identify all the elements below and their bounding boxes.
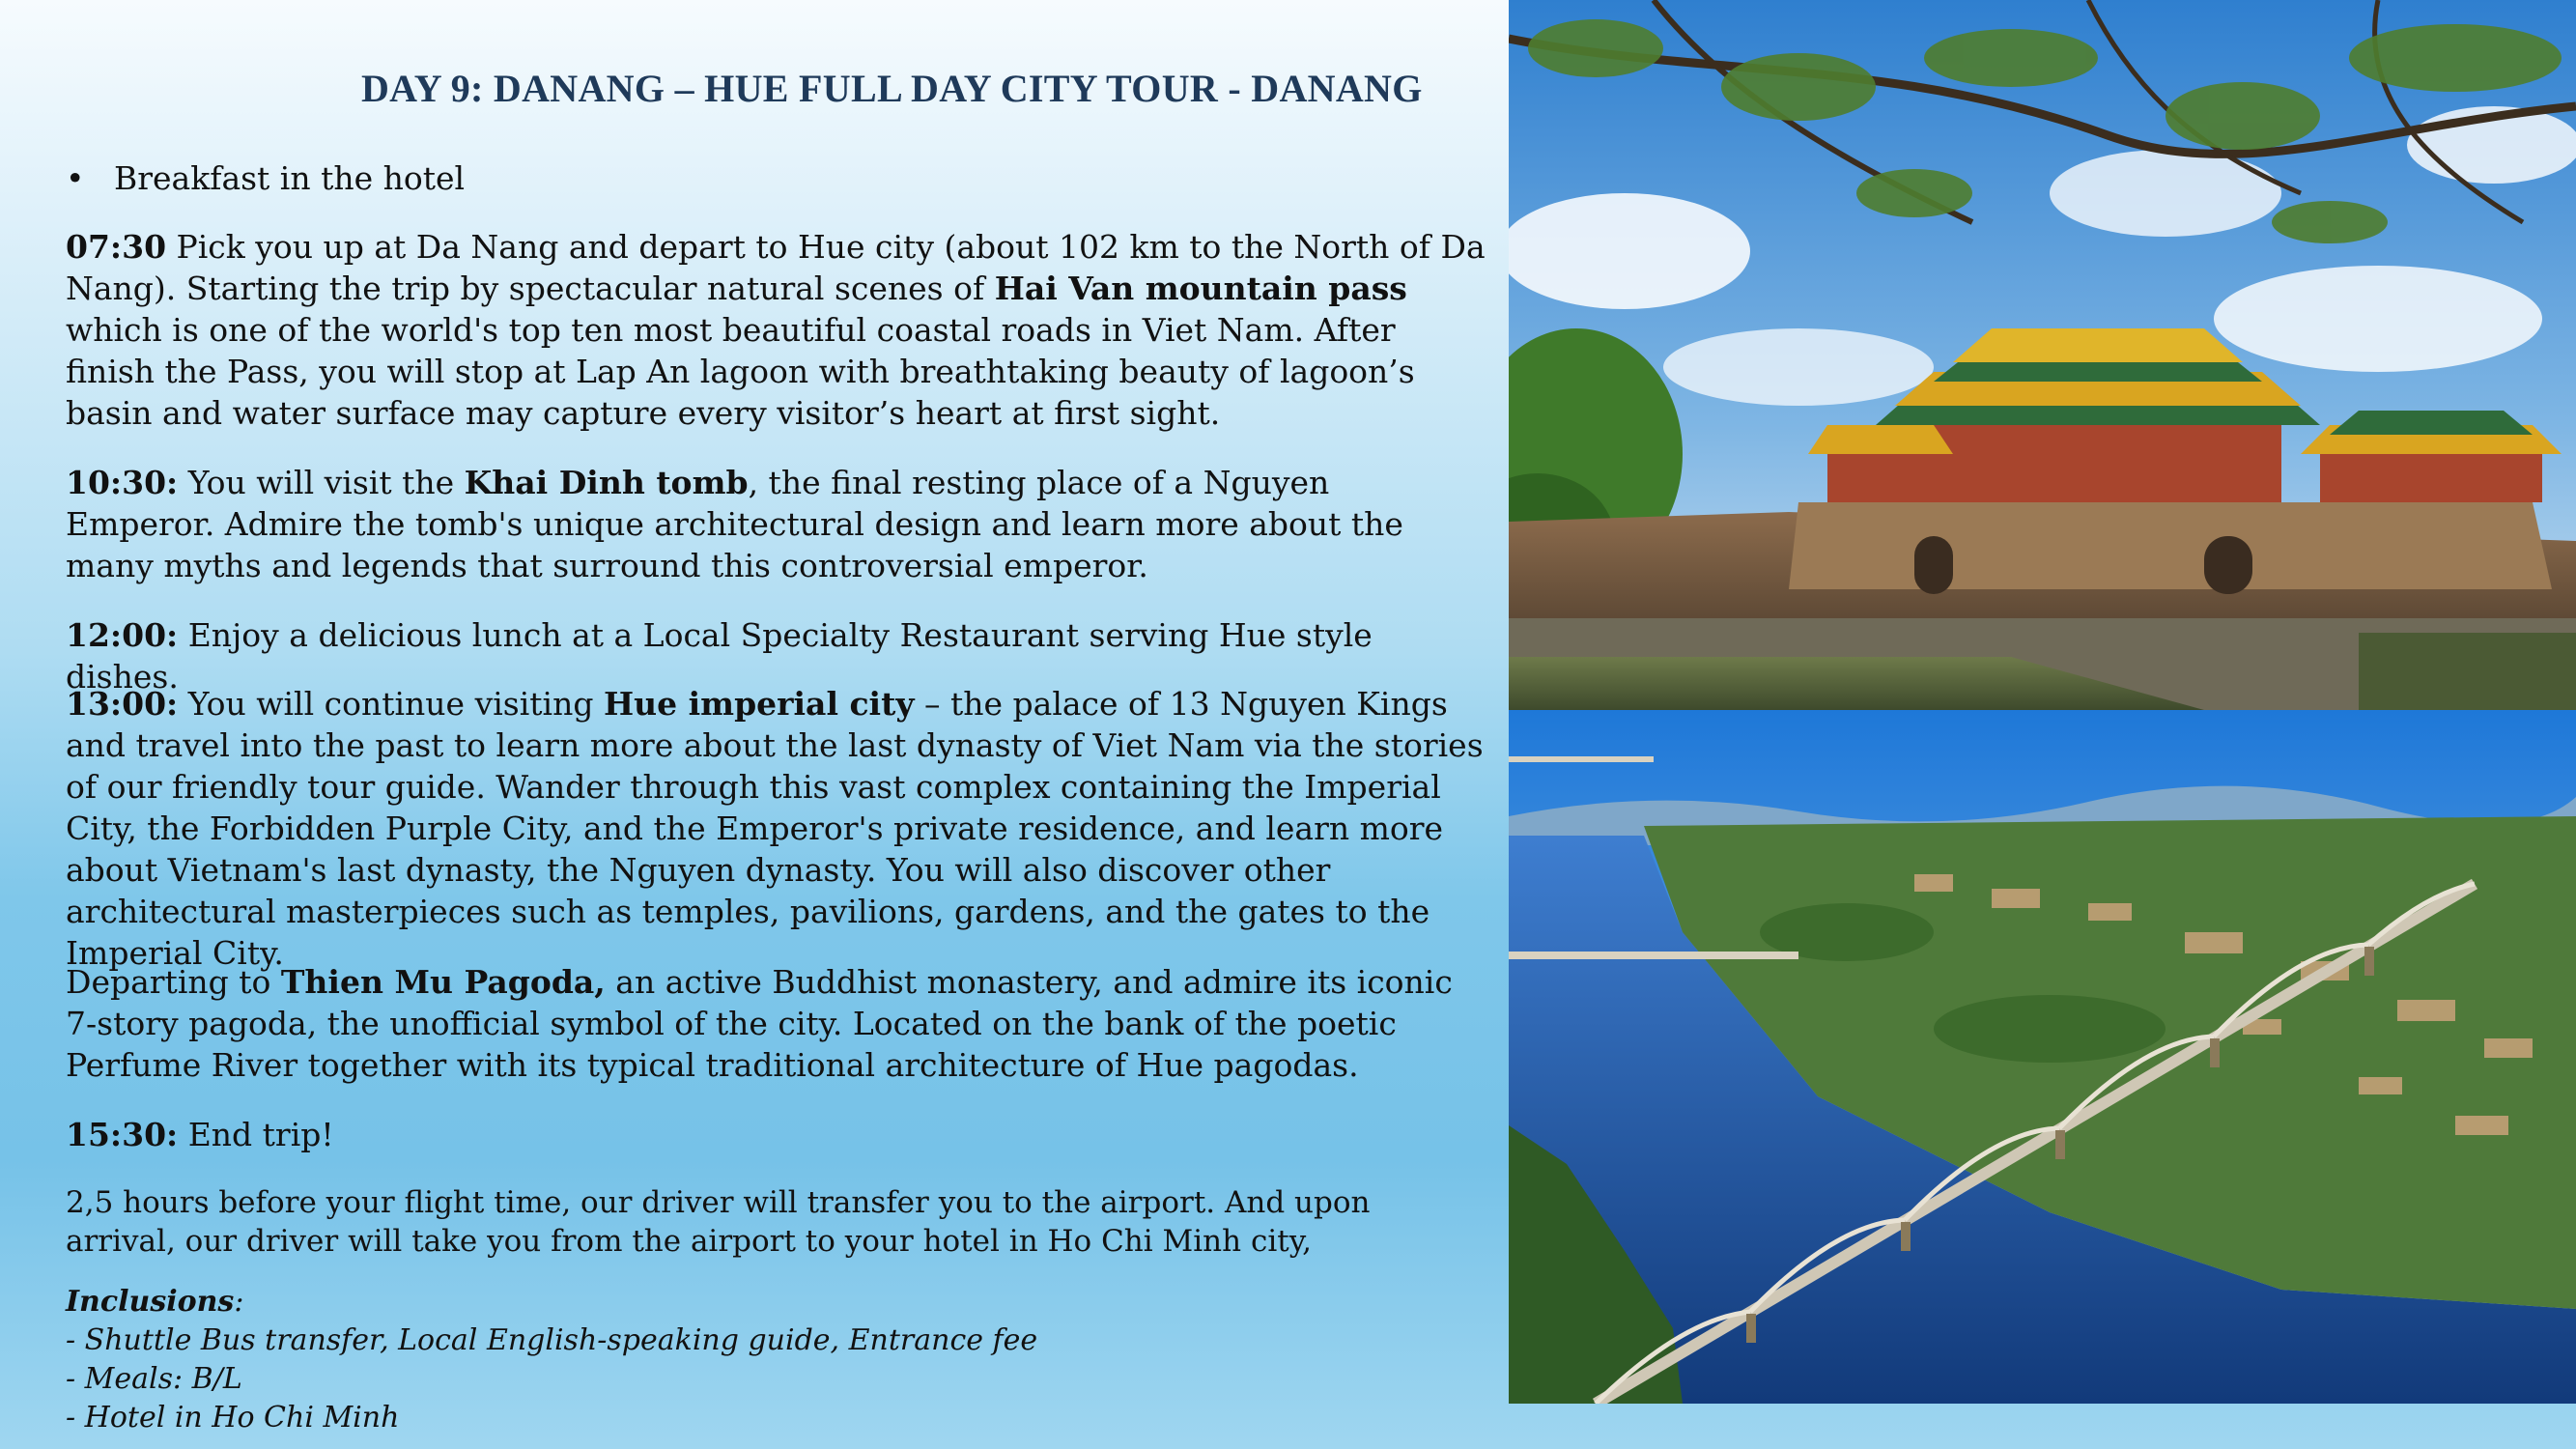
- inclusion-item: - Hotel in Ho Chi Minh: [66, 1401, 400, 1435]
- paragraph-1200: 12:00: Enjoy a delicious lunch at a Local Specialty Restaurant serving Hue style dishes.: [66, 616, 1373, 696]
- page-title: DAY 9: DANANG – HUE FULL DAY CITY TOUR - DANANG: [361, 67, 1423, 110]
- time-label: 13:00:: [66, 685, 179, 723]
- highlight: Hue imperial city: [603, 685, 915, 723]
- time-label: 10:30:: [66, 464, 179, 501]
- list-item: [66, 157, 465, 200]
- highlight: Thien Mu Pagoda,: [280, 963, 606, 1001]
- time-label: 07:30: [66, 228, 167, 266]
- paragraph-0730: 07:30 Pick you up at Da Nang and depart to Hue city (about 102 km to the North of Da Nang). Starting the trip by spectacular natural scenes of Hai Van mountain pass which is one of the world's top ten most beautiful coastal roads in Viet Nam. After finish the Pass, you will stop at Lap An lagoon with breathtaking beauty of lagoon’s basin and water surface may capture every visitor’s heart at first sight.: [66, 228, 1486, 432]
- inclusion-item: - Shuttle Bus transfer, Local English-speaking guide, Entrance fee: [66, 1323, 1038, 1357]
- time-label: 15:30:: [66, 1116, 179, 1153]
- time-label: 12:00:: [66, 616, 179, 654]
- paragraph-airport: 2,5 hours before your flight time, our driver will transfer you to the airport. And upon arrival, our driver will take you from the airport to your hotel in Ho Chi Minh city,: [66, 1185, 1371, 1259]
- inclusions: Inclusions: - Shuttle Bus transfer, Local English-speaking guide, Entrance fee - Meals: B/L - Hotel in Ho Chi Minh: [66, 1283, 1037, 1437]
- perfume-river-photo: [1509, 710, 2576, 1404]
- inclusions-heading: Inclusions: [66, 1285, 235, 1319]
- bullet-icon: •: [66, 159, 85, 197]
- inclusion-item: - Meals: B/L: [66, 1362, 242, 1396]
- paragraph-thien-mu: Departing to Thien Mu Pagoda, an active Buddhist monastery, and admire its iconic 7-story pagoda, the unofficial symbol of the city. Located on the bank of the poetic Perfume River together with its typical traditional architecture of Hue pagodas.: [66, 963, 1453, 1084]
- paragraph-1300: 13:00: You will continue visiting Hue imperial city – the palace of 13 Nguyen Kings and travel into the past to learn more about the last dynasty of Viet Nam via the stories of our friendly tour guide. Wander through this vast complex containing the Imperial City, the Forbidden Purple City, and the Emperor's private residence, and learn more about Vietnam's last dynasty, the Nguyen dynasty. You will also discover other architectural masterpieces such as temples, pavilions, gardens, and the gates to the Imperial City.: [66, 685, 1484, 972]
- breakfast-text: Breakfast in the hotel: [114, 159, 466, 197]
- paragraph-1030: 10:30: You will visit the Khai Dinh tomb, the final resting place of a Nguyen Emperor. Admire the tomb's unique architectural design and learn more about the many myths and legends that surround this controversial emperor.: [66, 464, 1403, 584]
- highlight: Khai Dinh tomb: [464, 464, 749, 501]
- highlight: Hai Van mountain pass: [994, 270, 1407, 307]
- paragraph-1530: 15:30: End trip!: [66, 1116, 334, 1153]
- itinerary-text: [66, 0, 1486, 1449]
- imperial-city-photo: [1509, 0, 2576, 710]
